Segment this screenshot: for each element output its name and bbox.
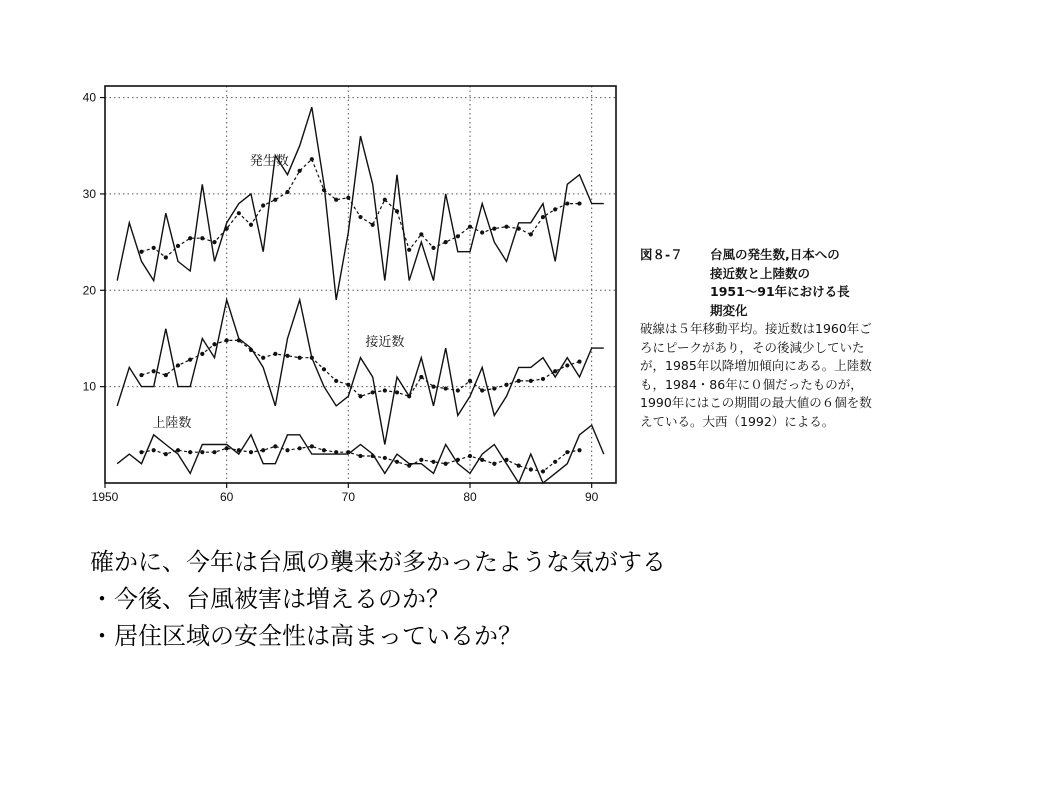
moving-average-point [480, 230, 484, 234]
moving-average-point [322, 188, 326, 192]
moving-average-point [298, 446, 302, 450]
moving-average-point [358, 394, 362, 398]
moving-average-point [322, 367, 326, 371]
y-tick-label: 30 [82, 186, 96, 201]
moving-average-point [285, 190, 289, 194]
moving-average-point [225, 446, 229, 450]
x-tick-label: 60 [219, 490, 234, 504]
moving-average-point [139, 373, 143, 377]
y-tick-label: 40 [82, 90, 96, 105]
moving-average-point [529, 379, 533, 383]
moving-average-point [285, 354, 289, 358]
moving-average-line-5 [142, 446, 580, 471]
moving-average-point [431, 385, 435, 389]
moving-average-point [577, 448, 581, 452]
moving-average-point [273, 198, 277, 202]
moving-average-point [541, 377, 545, 381]
moving-average-point [334, 450, 338, 454]
moving-average-point [395, 209, 399, 213]
moving-average-point [139, 450, 143, 454]
figure-note: 破線は５年移動平均。接近数は1960年ごろにピークがあり，その後減少していたが，1985年以降増加傾向にある。上陸数も，1984・86年に０個だったものが，1990年にはこの期間の最大値の６個を数えている。大西（1992）による。 [640, 321, 872, 429]
y-tick-label: 10 [82, 379, 96, 394]
moving-average-point [456, 234, 460, 238]
moving-average-point [444, 462, 448, 466]
moving-average-point [419, 232, 423, 236]
moving-average-point [492, 386, 496, 390]
moving-average-point [249, 450, 253, 454]
moving-average-point [371, 390, 375, 394]
moving-average-point [298, 169, 302, 173]
moving-average-point [225, 227, 229, 231]
slide-line-2: ・今後、台風被害は増えるのか？ [90, 585, 450, 613]
moving-average-point [395, 460, 399, 464]
moving-average-point [346, 383, 350, 387]
slide-text [90, 544, 666, 655]
moving-average-point [237, 338, 241, 342]
moving-average-point [444, 240, 448, 244]
moving-average-point [468, 379, 472, 383]
moving-average-point [492, 462, 496, 466]
moving-average-point [200, 352, 204, 356]
moving-average-line-1 [142, 159, 580, 257]
moving-average-point [310, 356, 314, 360]
moving-average-point [152, 369, 156, 373]
moving-average-point [480, 388, 484, 392]
moving-average-point [152, 448, 156, 452]
moving-average-point [298, 356, 302, 360]
moving-average-point [176, 244, 180, 248]
moving-average-point [334, 379, 338, 383]
x-tick-label: 70 [341, 490, 356, 504]
moving-average-point [188, 450, 192, 454]
moving-average-point [383, 388, 387, 392]
moving-average-point [383, 198, 387, 202]
moving-average-point [565, 363, 569, 367]
moving-average-point [334, 198, 338, 202]
moving-average-point [200, 450, 204, 454]
moving-average-point [517, 464, 521, 468]
moving-average-point [358, 215, 362, 219]
moving-average-point [200, 236, 204, 240]
moving-average-point [273, 352, 277, 356]
moving-average-point [419, 375, 423, 379]
moving-average-point [261, 203, 265, 207]
slide-line-1: 確かに、今年は台風の襲来が多かったような気がする [90, 548, 666, 576]
moving-average-point [249, 348, 253, 352]
moving-average-point [346, 196, 350, 200]
moving-average-point [371, 223, 375, 227]
moving-average-point [419, 458, 423, 462]
moving-average-point [273, 444, 277, 448]
figure-number: 図８-７ [640, 247, 683, 262]
moving-average-point [164, 255, 168, 259]
moving-average-point [431, 246, 435, 250]
moving-average-point [431, 460, 435, 464]
moving-average-point [164, 373, 168, 377]
series-line-0 [117, 107, 604, 300]
x-tick-label: 1950 [91, 490, 119, 504]
moving-average-point [322, 448, 326, 452]
moving-average-point [225, 338, 229, 342]
moving-average-point [285, 448, 289, 452]
moving-average-point [237, 211, 241, 215]
moving-average-point [504, 458, 508, 462]
moving-average-point [212, 342, 216, 346]
moving-average-point [139, 250, 143, 254]
series-label: 発生数 [249, 154, 289, 170]
moving-average-point [541, 215, 545, 219]
moving-average-point [164, 452, 168, 456]
y-tick-label: 20 [82, 283, 96, 298]
moving-average-point [444, 386, 448, 390]
moving-average-point [577, 359, 581, 363]
moving-average-point [553, 460, 557, 464]
moving-average-point [261, 356, 265, 360]
moving-average-point [529, 467, 533, 471]
moving-average-point [517, 227, 521, 231]
moving-average-point [237, 448, 241, 452]
x-tick-label: 90 [584, 490, 599, 504]
moving-average-point [407, 464, 411, 468]
moving-average-point [212, 450, 216, 454]
moving-average-point [152, 246, 156, 250]
moving-average-point [310, 157, 314, 161]
moving-average-point [553, 207, 557, 211]
moving-average-point [310, 444, 314, 448]
moving-average-point [188, 358, 192, 362]
typhoon-trend-chart [0, 0, 640, 510]
moving-average-point [541, 469, 545, 473]
moving-average-point [358, 454, 362, 458]
moving-average-point [565, 201, 569, 205]
moving-average-point [407, 248, 411, 252]
moving-average-point [529, 232, 533, 236]
moving-average-point [480, 458, 484, 462]
moving-average-point [553, 369, 557, 373]
moving-average-point [504, 383, 508, 387]
moving-average-point [346, 450, 350, 454]
x-tick-label: 80 [463, 490, 477, 504]
series-label: 上陸数 [152, 416, 192, 432]
moving-average-point [176, 363, 180, 367]
moving-average-point [468, 454, 472, 458]
moving-average-point [468, 225, 472, 229]
moving-average-point [383, 456, 387, 460]
caption-title-block [640, 246, 872, 320]
series-label: 接近数 [365, 335, 405, 351]
moving-average-point [188, 236, 192, 240]
moving-average-point [212, 240, 216, 244]
moving-average-point [249, 223, 253, 227]
moving-average-line-3 [142, 340, 580, 396]
x-axis-ticks [92, 483, 599, 504]
moving-average-point [504, 225, 508, 229]
moving-average-point [456, 388, 460, 392]
slide-line-3: ・居住区域の安全性は高まっているか？ [90, 622, 522, 650]
moving-average-point [176, 448, 180, 452]
moving-average-point [407, 394, 411, 398]
y-axis-ticks [83, 91, 105, 394]
moving-average-point [456, 458, 460, 462]
moving-average-point [395, 390, 399, 394]
moving-average-point [371, 454, 375, 458]
moving-average-point [517, 379, 521, 383]
moving-average-point [492, 227, 496, 231]
moving-average-point [577, 201, 581, 205]
moving-average-point [565, 450, 569, 454]
moving-average-point [261, 448, 265, 452]
figure-title: 台風の発生数,日本への 接近数と上陸数の 1951〜91年における長 期変化 [710, 247, 850, 318]
figure-caption [640, 246, 872, 431]
